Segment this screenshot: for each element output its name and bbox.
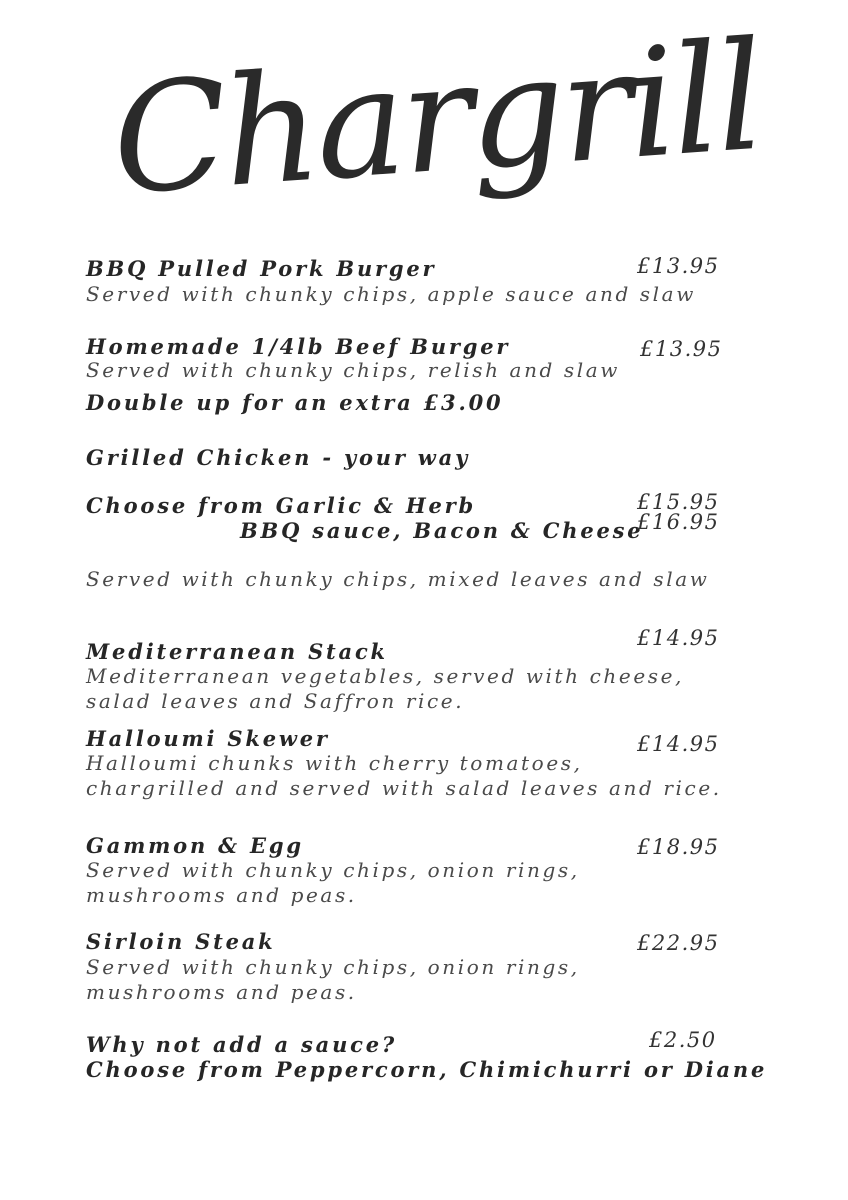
item-extra-beef-burger: Double up for an extra £3.00 — [86, 390, 504, 415]
chicken-desc: Served with chunky chips, mixed leaves and slaw — [86, 567, 710, 591]
item-price-gammon: £18.95 — [637, 835, 720, 859]
item-name-sirloin: Sirloin Steak — [86, 929, 276, 954]
chicken-price-garlic-herb: £15.95 — [637, 490, 720, 514]
item-desc-mediterranean-1: Mediterranean vegetables, served with cheese, — [86, 664, 685, 688]
item-price-sirloin: £22.95 — [637, 931, 720, 955]
item-desc-halloumi-1: Halloumi chunks with cherry tomatoes, — [86, 751, 583, 775]
item-desc-sirloin-2: mushrooms and peas. — [86, 980, 357, 1004]
item-desc-halloumi-2: chargrilled and served with salad leaves and rice. — [86, 776, 722, 800]
item-desc-sirloin-1: Served with chunky chips, onion rings, — [86, 955, 580, 979]
item-desc-beef-burger: Served with chunky chips, relish and slaw — [86, 358, 621, 382]
item-name-beef-burger: Homemade 1/4lb Beef Burger — [86, 334, 511, 359]
item-desc-gammon-2: mushrooms and peas. — [86, 883, 357, 907]
chicken-option-garlic-herb: Choose from Garlic & Herb — [86, 493, 477, 518]
sauce-options: Choose from Peppercorn, Chimichurri or Diane — [86, 1057, 768, 1082]
chicken-price-bbq-bacon: £16.95 — [637, 510, 720, 534]
item-price-bbq-pulled-pork: £13.95 — [637, 254, 720, 278]
menu-title-text: Chargrill — [107, 20, 766, 229]
item-name-halloumi: Halloumi Skewer — [86, 726, 330, 751]
sauce-heading: Why not add a sauce? — [86, 1032, 398, 1057]
item-price-mediterranean: £14.95 — [637, 626, 720, 650]
item-name-bbq-pulled-pork: BBQ Pulled Pork Burger — [86, 256, 437, 281]
menu-title — [0, 20, 848, 240]
item-name-grilled-chicken: Grilled Chicken - your way — [86, 445, 471, 470]
chicken-option-bbq-bacon: BBQ sauce, Bacon & Cheese — [240, 518, 644, 543]
item-desc-mediterranean-2: salad leaves and Saffron rice. — [86, 689, 465, 713]
item-desc-bbq-pulled-pork: Served with chunky chips, apple sauce and slaw — [86, 282, 696, 306]
sauce-price: £2.50 — [649, 1028, 717, 1052]
item-price-halloumi: £14.95 — [637, 732, 720, 756]
item-name-mediterranean: Mediterranean Stack — [86, 639, 388, 664]
item-desc-gammon-1: Served with chunky chips, onion rings, — [86, 858, 580, 882]
item-name-gammon: Gammon & Egg — [86, 833, 304, 858]
item-price-beef-burger: £13.95 — [640, 337, 723, 361]
